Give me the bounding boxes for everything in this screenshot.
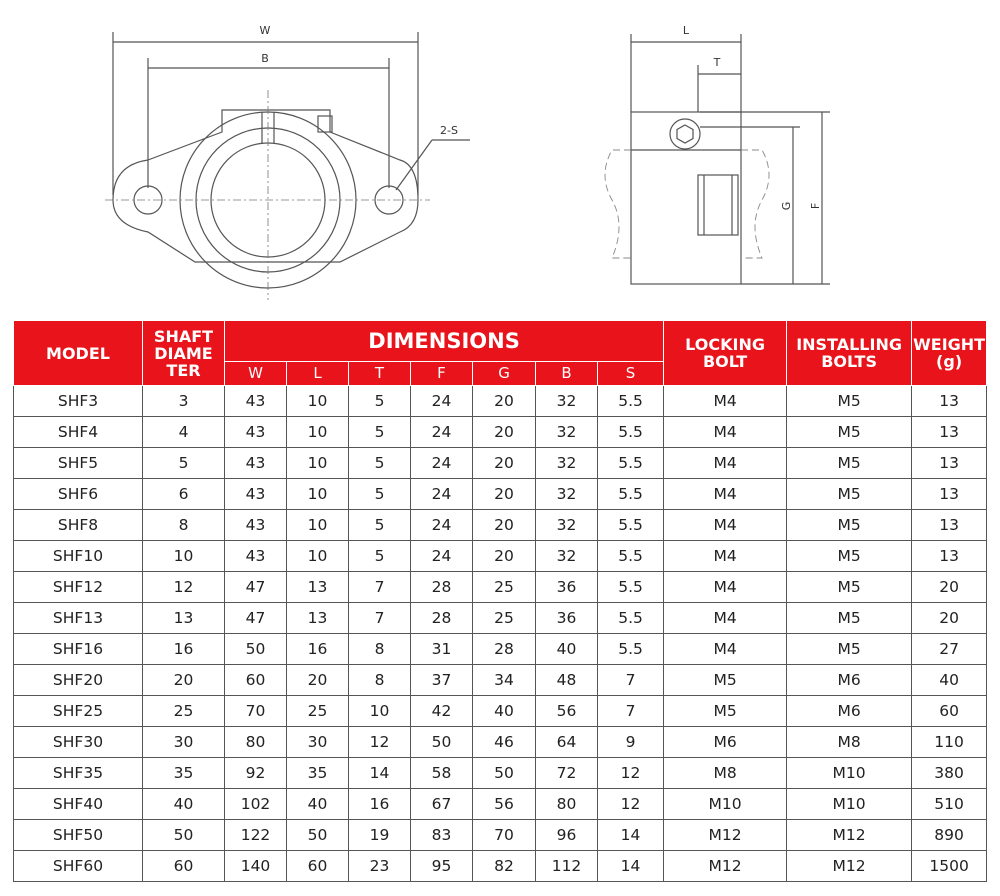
cell-shaft-diameter: 60 bbox=[143, 851, 225, 882]
cell-locking-bolt: M4 bbox=[664, 510, 787, 541]
cell-shaft-diameter: 50 bbox=[143, 820, 225, 851]
cell-locking-bolt: M5 bbox=[664, 665, 787, 696]
cell-t: 14 bbox=[349, 758, 411, 789]
cell-l: 10 bbox=[287, 510, 349, 541]
cell-w: 43 bbox=[225, 417, 287, 448]
cell-installing-bolts: M5 bbox=[787, 634, 912, 665]
cell-shaft-diameter: 12 bbox=[143, 572, 225, 603]
cell-weight: 20 bbox=[912, 572, 987, 603]
cell-s: 5.5 bbox=[598, 603, 664, 634]
spec-table bbox=[13, 320, 987, 882]
cell-model: SHF12 bbox=[14, 572, 143, 603]
cell-locking-bolt: M4 bbox=[664, 634, 787, 665]
cell-l: 10 bbox=[287, 448, 349, 479]
cell-weight: 110 bbox=[912, 727, 987, 758]
cell-t: 19 bbox=[349, 820, 411, 851]
cell-w: 47 bbox=[225, 603, 287, 634]
table-row bbox=[14, 758, 987, 789]
cell-b: 32 bbox=[536, 479, 598, 510]
label-b: B bbox=[261, 52, 269, 65]
drawing-svg bbox=[0, 0, 1000, 312]
cell-weight: 510 bbox=[912, 789, 987, 820]
cell-f: 24 bbox=[411, 417, 473, 448]
cell-model: SHF60 bbox=[14, 851, 143, 882]
cell-g: 70 bbox=[473, 820, 536, 851]
header-locking-line: BOLT bbox=[702, 352, 748, 371]
cell-locking-bolt: M4 bbox=[664, 572, 787, 603]
cell-l: 10 bbox=[287, 479, 349, 510]
cell-model: SHF50 bbox=[14, 820, 143, 851]
cell-b: 56 bbox=[536, 696, 598, 727]
cell-weight: 13 bbox=[912, 510, 987, 541]
cell-t: 7 bbox=[349, 603, 411, 634]
cell-installing-bolts: M10 bbox=[787, 758, 912, 789]
cell-t: 5 bbox=[349, 541, 411, 572]
cell-shaft-diameter: 13 bbox=[143, 603, 225, 634]
cell-locking-bolt: M4 bbox=[664, 603, 787, 634]
cell-shaft-diameter: 8 bbox=[143, 510, 225, 541]
cell-weight: 40 bbox=[912, 665, 987, 696]
cell-weight: 20 bbox=[912, 603, 987, 634]
cell-b: 32 bbox=[536, 448, 598, 479]
cell-s: 14 bbox=[598, 820, 664, 851]
cell-b: 48 bbox=[536, 665, 598, 696]
header-dim-l: L bbox=[287, 362, 349, 386]
table-row bbox=[14, 851, 987, 882]
cell-installing-bolts: M8 bbox=[787, 727, 912, 758]
cell-g: 50 bbox=[473, 758, 536, 789]
cell-model: SHF13 bbox=[14, 603, 143, 634]
cell-g: 56 bbox=[473, 789, 536, 820]
cell-f: 37 bbox=[411, 665, 473, 696]
cell-g: 25 bbox=[473, 603, 536, 634]
cell-weight: 13 bbox=[912, 541, 987, 572]
cell-b: 32 bbox=[536, 510, 598, 541]
cell-l: 40 bbox=[287, 789, 349, 820]
cell-shaft-diameter: 25 bbox=[143, 696, 225, 727]
cell-locking-bolt: M12 bbox=[664, 820, 787, 851]
cell-locking-bolt: M4 bbox=[664, 386, 787, 417]
header-installing-line: BOLTS bbox=[821, 352, 877, 371]
front-center-lines bbox=[105, 90, 430, 300]
cell-b: 64 bbox=[536, 727, 598, 758]
cell-locking-bolt: M12 bbox=[664, 851, 787, 882]
label-2-s: 2-S bbox=[440, 124, 458, 137]
cell-f: 28 bbox=[411, 572, 473, 603]
header-locking-line: LOCKING bbox=[685, 335, 766, 354]
cell-installing-bolts: M5 bbox=[787, 541, 912, 572]
cell-weight: 13 bbox=[912, 417, 987, 448]
cell-w: 60 bbox=[225, 665, 287, 696]
cell-weight: 13 bbox=[912, 448, 987, 479]
cell-weight: 1500 bbox=[912, 851, 987, 882]
cell-locking-bolt: M4 bbox=[664, 541, 787, 572]
cell-t: 8 bbox=[349, 665, 411, 696]
cell-model: SHF25 bbox=[14, 696, 143, 727]
cell-s: 5.5 bbox=[598, 386, 664, 417]
cell-f: 42 bbox=[411, 696, 473, 727]
header-dim-t: T bbox=[349, 362, 411, 386]
cell-w: 43 bbox=[225, 510, 287, 541]
header-dimensions: DIMENSIONS bbox=[225, 321, 664, 362]
cell-t: 7 bbox=[349, 572, 411, 603]
cell-g: 28 bbox=[473, 634, 536, 665]
cell-l: 10 bbox=[287, 541, 349, 572]
cell-weight: 13 bbox=[912, 386, 987, 417]
cell-weight: 60 bbox=[912, 696, 987, 727]
cell-installing-bolts: M5 bbox=[787, 386, 912, 417]
header-installing-line: INSTALLING bbox=[796, 335, 902, 354]
cell-s: 12 bbox=[598, 758, 664, 789]
cell-model: SHF6 bbox=[14, 479, 143, 510]
cell-l: 10 bbox=[287, 386, 349, 417]
cell-installing-bolts: M12 bbox=[787, 820, 912, 851]
cell-g: 82 bbox=[473, 851, 536, 882]
cell-model: SHF20 bbox=[14, 665, 143, 696]
table-row bbox=[14, 386, 987, 417]
header-dim-s: S bbox=[598, 362, 664, 386]
table-row bbox=[14, 696, 987, 727]
cell-w: 43 bbox=[225, 386, 287, 417]
header-shaft-line: TER bbox=[166, 360, 201, 380]
cell-locking-bolt: M4 bbox=[664, 479, 787, 510]
header-dim-f: F bbox=[411, 362, 473, 386]
header-locking-bolt bbox=[664, 321, 787, 386]
cell-s: 5.5 bbox=[598, 510, 664, 541]
cell-locking-bolt: M6 bbox=[664, 727, 787, 758]
table-row bbox=[14, 727, 987, 758]
cell-shaft-diameter: 5 bbox=[143, 448, 225, 479]
cell-f: 24 bbox=[411, 510, 473, 541]
cell-s: 7 bbox=[598, 665, 664, 696]
header-installing-bolts bbox=[787, 321, 912, 386]
cell-installing-bolts: M5 bbox=[787, 448, 912, 479]
cell-locking-bolt: M4 bbox=[664, 417, 787, 448]
cell-b: 36 bbox=[536, 572, 598, 603]
cell-w: 80 bbox=[225, 727, 287, 758]
cell-b: 32 bbox=[536, 417, 598, 448]
cell-s: 5.5 bbox=[598, 541, 664, 572]
table-row bbox=[14, 634, 987, 665]
cell-t: 23 bbox=[349, 851, 411, 882]
header-weight-line: WEIGHT bbox=[913, 335, 986, 354]
table-row bbox=[14, 820, 987, 851]
cell-weight: 380 bbox=[912, 758, 987, 789]
cell-t: 10 bbox=[349, 696, 411, 727]
cell-locking-bolt: M4 bbox=[664, 448, 787, 479]
cell-g: 20 bbox=[473, 448, 536, 479]
table-row bbox=[14, 448, 987, 479]
cell-shaft-diameter: 6 bbox=[143, 479, 225, 510]
cell-f: 28 bbox=[411, 603, 473, 634]
cell-t: 12 bbox=[349, 727, 411, 758]
cell-s: 5.5 bbox=[598, 417, 664, 448]
cell-f: 95 bbox=[411, 851, 473, 882]
cell-model: SHF5 bbox=[14, 448, 143, 479]
cell-shaft-diameter: 30 bbox=[143, 727, 225, 758]
cell-f: 83 bbox=[411, 820, 473, 851]
spec-table-body bbox=[14, 386, 987, 882]
cell-g: 20 bbox=[473, 386, 536, 417]
cell-t: 16 bbox=[349, 789, 411, 820]
cell-b: 36 bbox=[536, 603, 598, 634]
cell-installing-bolts: M12 bbox=[787, 851, 912, 882]
cell-l: 10 bbox=[287, 417, 349, 448]
table-row bbox=[14, 510, 987, 541]
cell-model: SHF3 bbox=[14, 386, 143, 417]
cell-s: 12 bbox=[598, 789, 664, 820]
cell-model: SHF35 bbox=[14, 758, 143, 789]
cell-t: 5 bbox=[349, 386, 411, 417]
header-shaft-line: SHAFT bbox=[153, 326, 214, 346]
cell-shaft-diameter: 16 bbox=[143, 634, 225, 665]
cell-g: 20 bbox=[473, 541, 536, 572]
cell-l: 13 bbox=[287, 572, 349, 603]
cell-b: 112 bbox=[536, 851, 598, 882]
cell-b: 96 bbox=[536, 820, 598, 851]
cell-w: 43 bbox=[225, 541, 287, 572]
cell-f: 24 bbox=[411, 541, 473, 572]
cell-b: 32 bbox=[536, 386, 598, 417]
cell-model: SHF30 bbox=[14, 727, 143, 758]
cell-l: 20 bbox=[287, 665, 349, 696]
table-row bbox=[14, 479, 987, 510]
cell-b: 40 bbox=[536, 634, 598, 665]
cell-shaft-diameter: 35 bbox=[143, 758, 225, 789]
cell-t: 5 bbox=[349, 479, 411, 510]
cell-shaft-diameter: 20 bbox=[143, 665, 225, 696]
cell-w: 70 bbox=[225, 696, 287, 727]
cell-weight: 13 bbox=[912, 479, 987, 510]
cell-model: SHF4 bbox=[14, 417, 143, 448]
cell-locking-bolt: M10 bbox=[664, 789, 787, 820]
label-l: L bbox=[682, 24, 690, 37]
cell-f: 24 bbox=[411, 448, 473, 479]
cell-t: 5 bbox=[349, 417, 411, 448]
cell-w: 102 bbox=[225, 789, 287, 820]
cell-f: 67 bbox=[411, 789, 473, 820]
technical-drawing bbox=[0, 0, 1000, 312]
cell-g: 20 bbox=[473, 417, 536, 448]
cell-installing-bolts: M6 bbox=[787, 696, 912, 727]
header-model: MODEL bbox=[14, 321, 143, 386]
label-w: W bbox=[259, 24, 271, 37]
cell-g: 40 bbox=[473, 696, 536, 727]
label-f: F bbox=[809, 202, 822, 210]
cell-installing-bolts: M5 bbox=[787, 603, 912, 634]
table-row bbox=[14, 541, 987, 572]
cell-w: 50 bbox=[225, 634, 287, 665]
cell-b: 72 bbox=[536, 758, 598, 789]
cell-w: 43 bbox=[225, 448, 287, 479]
cell-model: SHF10 bbox=[14, 541, 143, 572]
header-shaft-line: DIAME bbox=[154, 343, 213, 363]
cell-f: 24 bbox=[411, 479, 473, 510]
side-view bbox=[631, 34, 830, 284]
front-view bbox=[113, 32, 470, 288]
cell-f: 58 bbox=[411, 758, 473, 789]
cell-shaft-diameter: 3 bbox=[143, 386, 225, 417]
cell-installing-bolts: M10 bbox=[787, 789, 912, 820]
cell-g: 46 bbox=[473, 727, 536, 758]
table-row bbox=[14, 665, 987, 696]
cell-w: 92 bbox=[225, 758, 287, 789]
cell-s: 5.5 bbox=[598, 572, 664, 603]
cell-g: 20 bbox=[473, 510, 536, 541]
cell-b: 80 bbox=[536, 789, 598, 820]
cell-s: 9 bbox=[598, 727, 664, 758]
cell-f: 50 bbox=[411, 727, 473, 758]
cell-s: 7 bbox=[598, 696, 664, 727]
cell-l: 35 bbox=[287, 758, 349, 789]
cell-weight: 27 bbox=[912, 634, 987, 665]
header-weight-line: (g) bbox=[936, 352, 963, 371]
table-row bbox=[14, 572, 987, 603]
cell-l: 50 bbox=[287, 820, 349, 851]
cell-model: SHF16 bbox=[14, 634, 143, 665]
cell-installing-bolts: M5 bbox=[787, 417, 912, 448]
header-dim-g: G bbox=[473, 362, 536, 386]
cell-s: 5.5 bbox=[598, 448, 664, 479]
cell-shaft-diameter: 4 bbox=[143, 417, 225, 448]
cell-w: 140 bbox=[225, 851, 287, 882]
cell-t: 8 bbox=[349, 634, 411, 665]
cell-l: 13 bbox=[287, 603, 349, 634]
label-t: T bbox=[713, 56, 721, 69]
header-weight bbox=[912, 321, 987, 386]
cell-installing-bolts: M5 bbox=[787, 572, 912, 603]
cell-model: SHF40 bbox=[14, 789, 143, 820]
cell-locking-bolt: M5 bbox=[664, 696, 787, 727]
cell-installing-bolts: M5 bbox=[787, 479, 912, 510]
cell-w: 47 bbox=[225, 572, 287, 603]
cell-s: 5.5 bbox=[598, 479, 664, 510]
header-shaft-diameter bbox=[143, 321, 225, 386]
table-row bbox=[14, 789, 987, 820]
header-dim-w: W bbox=[225, 362, 287, 386]
cell-f: 24 bbox=[411, 386, 473, 417]
cell-installing-bolts: M6 bbox=[787, 665, 912, 696]
cell-locking-bolt: M8 bbox=[664, 758, 787, 789]
table-row bbox=[14, 603, 987, 634]
cell-b: 32 bbox=[536, 541, 598, 572]
cell-g: 25 bbox=[473, 572, 536, 603]
cell-s: 14 bbox=[598, 851, 664, 882]
cell-w: 43 bbox=[225, 479, 287, 510]
cell-shaft-diameter: 10 bbox=[143, 541, 225, 572]
cell-l: 60 bbox=[287, 851, 349, 882]
table-row bbox=[14, 417, 987, 448]
cell-installing-bolts: M5 bbox=[787, 510, 912, 541]
cell-t: 5 bbox=[349, 448, 411, 479]
cell-w: 122 bbox=[225, 820, 287, 851]
cell-g: 20 bbox=[473, 479, 536, 510]
cell-t: 5 bbox=[349, 510, 411, 541]
shaft-phantom bbox=[605, 150, 769, 258]
cell-model: SHF8 bbox=[14, 510, 143, 541]
cell-l: 25 bbox=[287, 696, 349, 727]
cell-g: 34 bbox=[473, 665, 536, 696]
cell-f: 31 bbox=[411, 634, 473, 665]
cell-shaft-diameter: 40 bbox=[143, 789, 225, 820]
cell-l: 16 bbox=[287, 634, 349, 665]
cell-l: 30 bbox=[287, 727, 349, 758]
header-row-top bbox=[14, 321, 987, 362]
cell-s: 5.5 bbox=[598, 634, 664, 665]
header-dim-b: B bbox=[536, 362, 598, 386]
cell-weight: 890 bbox=[912, 820, 987, 851]
label-g: G bbox=[780, 201, 793, 211]
